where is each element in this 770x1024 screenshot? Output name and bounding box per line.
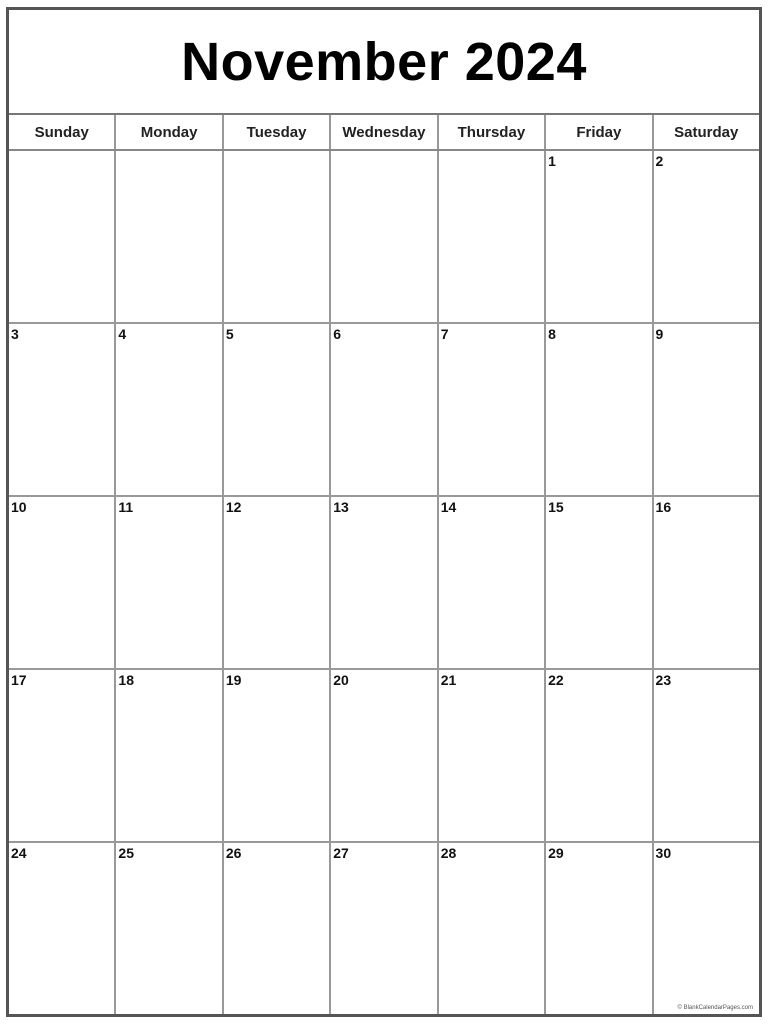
day-number: 1	[548, 153, 556, 169]
day-number: 24	[11, 845, 27, 861]
week-row-2	[9, 324, 759, 497]
day-number: 3	[11, 326, 19, 342]
day-cell	[654, 151, 759, 322]
day-number: 30	[655, 845, 672, 861]
day-cell	[654, 497, 759, 668]
week-row-5	[9, 843, 759, 1014]
day-cell	[116, 324, 223, 495]
day-number: 5	[225, 326, 234, 342]
day-number: 18	[118, 672, 134, 688]
day-cell	[224, 670, 331, 841]
weekday-thursday: Thursday	[439, 115, 546, 149]
day-cell	[9, 151, 116, 322]
day-number: 7	[440, 326, 449, 342]
day-number: 17	[11, 672, 27, 688]
day-cell	[546, 670, 653, 841]
calendar-title: November 2024	[9, 10, 759, 115]
day-number: 26	[225, 845, 242, 861]
day-number: 4	[118, 326, 127, 342]
calendar-grid	[9, 115, 759, 1014]
day-number: 13	[333, 499, 349, 515]
day-number: 15	[548, 499, 564, 515]
day-cell	[224, 843, 331, 1014]
day-cell	[654, 670, 759, 841]
day-number: 22	[548, 672, 564, 688]
day-cell	[9, 324, 116, 495]
day-cell	[331, 843, 438, 1014]
week-row-3	[9, 497, 759, 670]
weekday-sunday: Sunday	[9, 115, 116, 149]
day-cell	[116, 151, 223, 322]
day-cell	[439, 843, 546, 1014]
day-cell	[546, 324, 653, 495]
day-cell	[331, 670, 438, 841]
day-cell	[331, 151, 438, 322]
day-number: 16	[655, 499, 672, 515]
day-number: 21	[440, 672, 457, 688]
day-cell	[439, 497, 546, 668]
day-number: 10	[11, 499, 27, 515]
day-cell	[331, 497, 438, 668]
day-cell	[224, 324, 331, 495]
calendar-frame	[6, 7, 762, 1017]
day-number: 2	[655, 153, 664, 169]
day-number: 25	[118, 845, 134, 861]
weekday-friday: Friday	[546, 115, 653, 149]
day-number: 6	[333, 326, 342, 342]
day-cell	[9, 670, 116, 841]
day-number: 20	[333, 672, 349, 688]
day-cell	[546, 497, 653, 668]
day-cell	[439, 324, 546, 495]
day-number: 12	[225, 499, 242, 515]
day-cell	[439, 151, 546, 322]
day-number: 27	[333, 845, 349, 861]
day-cell	[9, 843, 116, 1014]
day-cell	[331, 324, 438, 495]
day-cell	[224, 497, 331, 668]
day-cell	[9, 497, 116, 668]
day-cell	[116, 670, 223, 841]
day-number: 19	[225, 672, 242, 688]
day-number: 29	[548, 845, 564, 861]
day-cell	[546, 843, 653, 1014]
day-number: 11	[118, 499, 134, 515]
week-row-1	[9, 151, 759, 324]
week-row-4	[9, 670, 759, 843]
day-cell	[654, 843, 759, 1014]
day-cell	[654, 324, 759, 495]
day-cell	[439, 670, 546, 841]
day-number: 23	[655, 672, 672, 688]
day-cell	[224, 151, 331, 322]
weekday-header-row	[9, 115, 759, 151]
site-credit: © BlankCalendarPages.com	[677, 1005, 753, 1011]
weekday-saturday: Saturday	[674, 123, 739, 141]
day-cell	[116, 843, 223, 1014]
day-cell	[116, 497, 223, 668]
weekday-wednesday: Wednesday	[331, 115, 438, 149]
weekday-tuesday: Tuesday	[224, 115, 331, 149]
day-number: 9	[655, 326, 664, 342]
day-cell	[546, 151, 653, 322]
day-number: 28	[440, 845, 457, 861]
day-number: 8	[548, 326, 556, 342]
day-number: 14	[440, 499, 457, 515]
weekday-monday: Monday	[116, 115, 223, 149]
